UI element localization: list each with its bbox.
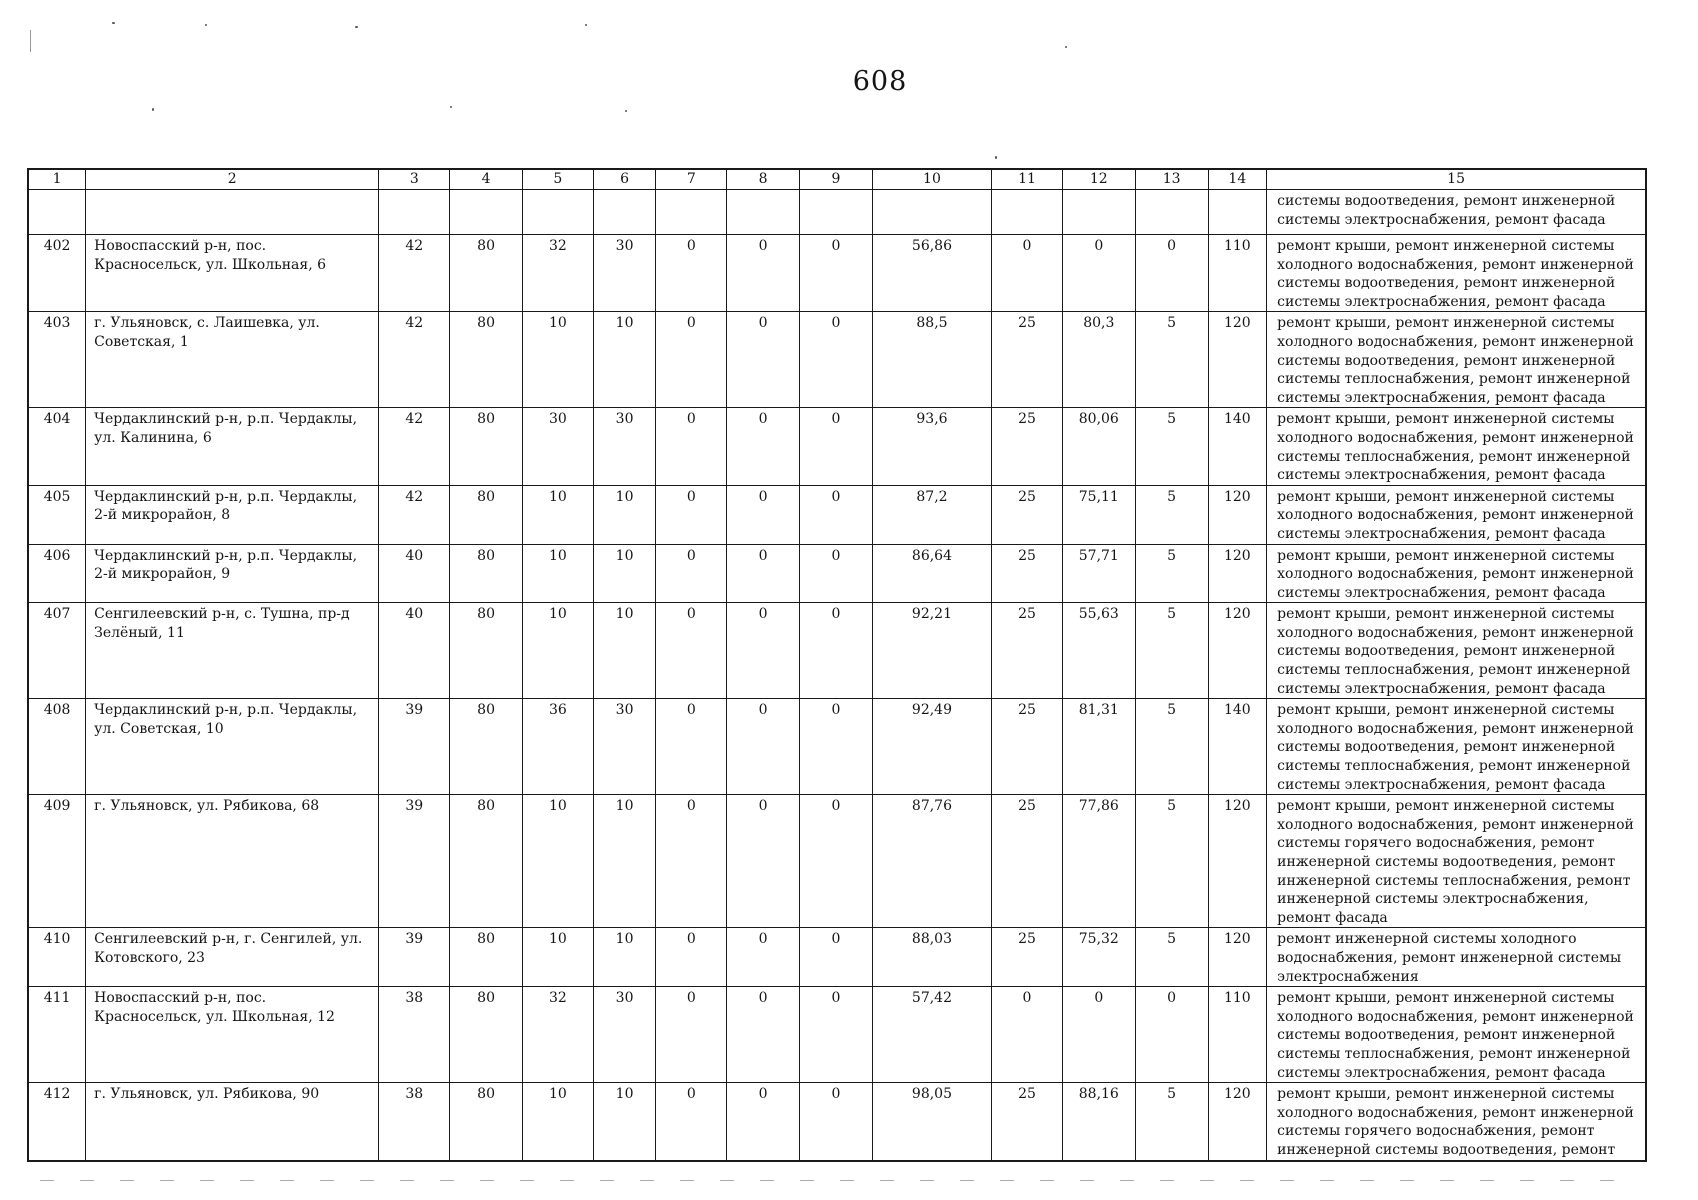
col9-cell: 0 <box>800 928 873 987</box>
address-cell: Чердаклинский р-н, р.п. Чердаклы, ул. Калинина, 6 <box>86 408 379 485</box>
scan-speck <box>205 24 207 26</box>
col10-cell: 88,03 <box>872 928 991 987</box>
col12-cell: 75,32 <box>1062 928 1135 987</box>
row-number: 404 <box>28 408 86 485</box>
col6-cell: 30 <box>593 235 656 312</box>
col11-cell: 25 <box>992 1083 1063 1161</box>
row-number: 409 <box>28 795 86 928</box>
column-header: 2 <box>86 169 379 190</box>
col3-cell: 39 <box>379 795 450 928</box>
empty-cell <box>992 190 1063 235</box>
empty-cell <box>727 190 800 235</box>
scan-edge-mark <box>40 1180 1640 1181</box>
col6-cell: 10 <box>593 603 656 699</box>
empty-cell <box>656 190 727 235</box>
col11-cell: 25 <box>992 408 1063 485</box>
col6-cell: 10 <box>593 928 656 987</box>
col12-cell: 57,71 <box>1062 544 1135 603</box>
col5-cell: 36 <box>522 699 593 795</box>
column-header: 5 <box>522 169 593 190</box>
col10-cell: 92,21 <box>872 603 991 699</box>
col4-cell: 80 <box>450 408 523 485</box>
works-cell: ремонт крыши, ремонт инженерной системы холодного водоснабжения, ремонт инженерной системы водоотведения, ремонт инженерной системы теплоснабжения, ремонт инженерной системы электроснабжения, ремонт фасада <box>1267 699 1646 795</box>
col4-cell: 80 <box>450 795 523 928</box>
col12-cell: 81,31 <box>1062 699 1135 795</box>
address-cell: Новоспасский р-н, пос. Красносельск, ул. Школьная, 12 <box>86 987 379 1083</box>
scan-speck <box>1065 46 1067 48</box>
column-header: 9 <box>800 169 873 190</box>
col14-cell: 110 <box>1208 235 1267 312</box>
column-header: 13 <box>1135 169 1208 190</box>
column-header: 4 <box>450 169 523 190</box>
col5-cell: 32 <box>522 987 593 1083</box>
table-body <box>28 235 1646 1161</box>
col5-cell: 32 <box>522 235 593 312</box>
works-cell: ремонт крыши, ремонт инженерной системы холодного водоснабжения, ремонт инженерной системы электроснабжения, ремонт фасада <box>1267 544 1646 603</box>
col7-cell: 0 <box>656 603 727 699</box>
col11-cell: 25 <box>992 603 1063 699</box>
row-number: 403 <box>28 312 86 408</box>
row-number: 410 <box>28 928 86 987</box>
column-header-row <box>28 169 1646 190</box>
column-header: 14 <box>1208 169 1267 190</box>
col10-cell: 92,49 <box>872 699 991 795</box>
col3-cell: 40 <box>379 603 450 699</box>
works-cell: ремонт инженерной системы холодного водоснабжения, ремонт инженерной системы электроснабжения <box>1267 928 1646 987</box>
col12-cell: 75,11 <box>1062 485 1135 544</box>
col9-cell: 0 <box>800 699 873 795</box>
works-cell: ремонт крыши, ремонт инженерной системы холодного водоснабжения, ремонт инженерной системы горячего водоснабжения, ремонт инженерной системы водоотведения, ремонт <box>1267 1083 1646 1161</box>
col11-cell: 25 <box>992 795 1063 928</box>
col12-cell: 0 <box>1062 235 1135 312</box>
col5-cell: 10 <box>522 485 593 544</box>
empty-cell <box>1062 190 1135 235</box>
col8-cell: 0 <box>727 1083 800 1161</box>
col4-cell: 80 <box>450 928 523 987</box>
col9-cell: 0 <box>800 795 873 928</box>
column-header: 1 <box>28 169 86 190</box>
col14-cell: 140 <box>1208 408 1267 485</box>
col14-cell: 120 <box>1208 312 1267 408</box>
column-header: 7 <box>656 169 727 190</box>
col10-cell: 87,76 <box>872 795 991 928</box>
col4-cell: 80 <box>450 544 523 603</box>
col14-cell: 120 <box>1208 603 1267 699</box>
col14-cell: 120 <box>1208 795 1267 928</box>
works-cell: ремонт крыши, ремонт инженерной системы холодного водоснабжения, ремонт инженерной системы водоотведения, ремонт инженерной системы теплоснабжения, ремонт инженерной системы электроснабжения, ремонт фасада <box>1267 312 1646 408</box>
works-cell: ремонт крыши, ремонт инженерной системы холодного водоснабжения, ремонт инженерной системы водоотведения, ремонт инженерной системы электроснабжения, ремонт фасада <box>1267 235 1646 312</box>
address-cell: Чердаклинский р-н, р.п. Чердаклы, 2-й микрорайон, 8 <box>86 485 379 544</box>
empty-cell <box>1135 190 1208 235</box>
col11-cell: 25 <box>992 699 1063 795</box>
col8-cell: 0 <box>727 544 800 603</box>
col4-cell: 80 <box>450 1083 523 1161</box>
table-row <box>28 1083 1646 1161</box>
col14-cell: 120 <box>1208 1083 1267 1161</box>
works-cell: ремонт крыши, ремонт инженерной системы холодного водоснабжения, ремонт инженерной системы горячего водоснабжения, ремонт инженерной системы водоотведения, ремонт инженерной системы теплоснабжения, ремонт инженерной системы электроснабжения, ремонт фасада <box>1267 795 1646 928</box>
col10-cell: 88,5 <box>872 312 991 408</box>
col8-cell: 0 <box>727 235 800 312</box>
table-row <box>28 235 1646 312</box>
col10-cell: 57,42 <box>872 987 991 1083</box>
column-header: 10 <box>872 169 991 190</box>
col6-cell: 30 <box>593 699 656 795</box>
col6-cell: 10 <box>593 312 656 408</box>
col3-cell: 42 <box>379 485 450 544</box>
col14-cell: 110 <box>1208 987 1267 1083</box>
col9-cell: 0 <box>800 235 873 312</box>
col10-cell: 56,86 <box>872 235 991 312</box>
table-row <box>28 485 1646 544</box>
col12-cell: 55,63 <box>1062 603 1135 699</box>
scan-edge-mark <box>30 30 31 52</box>
col13-cell: 5 <box>1135 312 1208 408</box>
scan-speck <box>625 110 627 112</box>
col12-cell: 77,86 <box>1062 795 1135 928</box>
col12-cell: 0 <box>1062 987 1135 1083</box>
col4-cell: 80 <box>450 312 523 408</box>
col9-cell: 0 <box>800 485 873 544</box>
scan-speck <box>585 24 587 26</box>
empty-cell <box>28 190 86 235</box>
col8-cell: 0 <box>727 603 800 699</box>
data-table <box>27 168 1647 1162</box>
column-header: 12 <box>1062 169 1135 190</box>
col3-cell: 42 <box>379 312 450 408</box>
col11-cell: 0 <box>992 987 1063 1083</box>
empty-cell <box>86 190 379 235</box>
address-cell: Чердаклинский р-н, р.п. Чердаклы, ул. Советская, 10 <box>86 699 379 795</box>
col8-cell: 0 <box>727 987 800 1083</box>
address-cell: г. Ульяновск, с. Лаишевка, ул. Советская, 1 <box>86 312 379 408</box>
col9-cell: 0 <box>800 312 873 408</box>
col5-cell: 30 <box>522 408 593 485</box>
col4-cell: 80 <box>450 235 523 312</box>
col7-cell: 0 <box>656 699 727 795</box>
col7-cell: 0 <box>656 987 727 1083</box>
col4-cell: 80 <box>450 603 523 699</box>
col14-cell: 120 <box>1208 485 1267 544</box>
row-number: 406 <box>28 544 86 603</box>
col12-cell: 80,06 <box>1062 408 1135 485</box>
col5-cell: 10 <box>522 795 593 928</box>
empty-cell <box>522 190 593 235</box>
col8-cell: 0 <box>727 408 800 485</box>
col7-cell: 0 <box>656 408 727 485</box>
empty-cell <box>450 190 523 235</box>
col14-cell: 120 <box>1208 928 1267 987</box>
column-header: 15 <box>1267 169 1646 190</box>
column-header: 6 <box>593 169 656 190</box>
scan-speck <box>450 106 452 108</box>
col13-cell: 5 <box>1135 408 1208 485</box>
works-cell: ремонт крыши, ремонт инженерной системы холодного водоснабжения, ремонт инженерной системы теплоснабжения, ремонт инженерной системы электроснабжения, ремонт фасада <box>1267 408 1646 485</box>
col6-cell: 10 <box>593 1083 656 1161</box>
scan-speck <box>995 156 997 159</box>
col3-cell: 40 <box>379 544 450 603</box>
col7-cell: 0 <box>656 1083 727 1161</box>
col9-cell: 0 <box>800 987 873 1083</box>
address-cell: Сенгилеевский р-н, с. Тушна, пр-д Зелёный, 11 <box>86 603 379 699</box>
works-cell: ремонт крыши, ремонт инженерной системы холодного водоснабжения, ремонт инженерной системы электроснабжения, ремонт фасада <box>1267 485 1646 544</box>
table-row <box>28 544 1646 603</box>
works-cell: ремонт крыши, ремонт инженерной системы холодного водоснабжения, ремонт инженерной системы водоотведения, ремонт инженерной системы теплоснабжения, ремонт инженерной системы электроснабжения, ремонт фасада <box>1267 603 1646 699</box>
table-row <box>28 312 1646 408</box>
table-row <box>28 699 1646 795</box>
col8-cell: 0 <box>727 312 800 408</box>
col9-cell: 0 <box>800 603 873 699</box>
address-cell: г. Ульяновск, ул. Рябикова, 90 <box>86 1083 379 1161</box>
page-number: 608 <box>852 66 908 97</box>
table-row <box>28 603 1646 699</box>
col13-cell: 5 <box>1135 795 1208 928</box>
empty-cell <box>872 190 991 235</box>
column-header: 11 <box>992 169 1063 190</box>
empty-cell <box>1208 190 1267 235</box>
col5-cell: 10 <box>522 928 593 987</box>
table-row <box>28 987 1646 1083</box>
col7-cell: 0 <box>656 312 727 408</box>
scan-speck <box>152 108 154 111</box>
works-cell: системы водоотведения, ремонт инженерной системы электроснабжения, ремонт фасада <box>1267 190 1646 235</box>
address-cell: г. Ульяновск, ул. Рябикова, 68 <box>86 795 379 928</box>
col7-cell: 0 <box>656 235 727 312</box>
col6-cell: 10 <box>593 485 656 544</box>
col13-cell: 5 <box>1135 699 1208 795</box>
col11-cell: 25 <box>992 928 1063 987</box>
col7-cell: 0 <box>656 795 727 928</box>
col12-cell: 88,16 <box>1062 1083 1135 1161</box>
col13-cell: 5 <box>1135 1083 1208 1161</box>
col8-cell: 0 <box>727 928 800 987</box>
col10-cell: 98,05 <box>872 1083 991 1161</box>
column-header: 8 <box>727 169 800 190</box>
col3-cell: 38 <box>379 1083 450 1161</box>
col10-cell: 87,2 <box>872 485 991 544</box>
col13-cell: 5 <box>1135 544 1208 603</box>
col8-cell: 0 <box>727 795 800 928</box>
col14-cell: 140 <box>1208 699 1267 795</box>
col14-cell: 120 <box>1208 544 1267 603</box>
col11-cell: 25 <box>992 544 1063 603</box>
column-header: 3 <box>379 169 450 190</box>
col9-cell: 0 <box>800 544 873 603</box>
row-number: 405 <box>28 485 86 544</box>
empty-cell <box>593 190 656 235</box>
works-cell: ремонт крыши, ремонт инженерной системы холодного водоснабжения, ремонт инженерной системы водоотведения, ремонт инженерной системы теплоснабжения, ремонт инженерной системы электроснабжения, ремонт фасада <box>1267 987 1646 1083</box>
col8-cell: 0 <box>727 485 800 544</box>
col5-cell: 10 <box>522 603 593 699</box>
col6-cell: 30 <box>593 408 656 485</box>
col3-cell: 39 <box>379 928 450 987</box>
col13-cell: 5 <box>1135 603 1208 699</box>
empty-cell <box>379 190 450 235</box>
row-number: 402 <box>28 235 86 312</box>
col6-cell: 10 <box>593 795 656 928</box>
col7-cell: 0 <box>656 928 727 987</box>
col4-cell: 80 <box>450 699 523 795</box>
address-cell: Чердаклинский р-н, р.п. Чердаклы, 2-й микрорайон, 9 <box>86 544 379 603</box>
col6-cell: 30 <box>593 987 656 1083</box>
col13-cell: 5 <box>1135 928 1208 987</box>
col5-cell: 10 <box>522 544 593 603</box>
col4-cell: 80 <box>450 987 523 1083</box>
col5-cell: 10 <box>522 312 593 408</box>
col10-cell: 86,64 <box>872 544 991 603</box>
col3-cell: 38 <box>379 987 450 1083</box>
col9-cell: 0 <box>800 1083 873 1161</box>
col7-cell: 0 <box>656 485 727 544</box>
table-row <box>28 795 1646 928</box>
col7-cell: 0 <box>656 544 727 603</box>
col13-cell: 5 <box>1135 485 1208 544</box>
col12-cell: 80,3 <box>1062 312 1135 408</box>
col5-cell: 10 <box>522 1083 593 1161</box>
continuation-row <box>28 190 1646 235</box>
col3-cell: 42 <box>379 408 450 485</box>
col6-cell: 10 <box>593 544 656 603</box>
row-number: 408 <box>28 699 86 795</box>
col3-cell: 39 <box>379 699 450 795</box>
scan-speck <box>355 26 358 28</box>
col13-cell: 0 <box>1135 987 1208 1083</box>
col3-cell: 42 <box>379 235 450 312</box>
col11-cell: 25 <box>992 312 1063 408</box>
col4-cell: 80 <box>450 485 523 544</box>
empty-cell <box>800 190 873 235</box>
col9-cell: 0 <box>800 408 873 485</box>
scan-speck <box>112 22 115 24</box>
address-cell: Новоспасский р-н, пос. Красносельск, ул. Школьная, 6 <box>86 235 379 312</box>
col10-cell: 93,6 <box>872 408 991 485</box>
row-number: 411 <box>28 987 86 1083</box>
col13-cell: 0 <box>1135 235 1208 312</box>
table-row <box>28 408 1646 485</box>
address-cell: Сенгилеевский р-н, г. Сенгилей, ул. Котовского, 23 <box>86 928 379 987</box>
col11-cell: 0 <box>992 235 1063 312</box>
col8-cell: 0 <box>727 699 800 795</box>
row-number: 407 <box>28 603 86 699</box>
table-row <box>28 928 1646 987</box>
row-number: 412 <box>28 1083 86 1161</box>
col11-cell: 25 <box>992 485 1063 544</box>
